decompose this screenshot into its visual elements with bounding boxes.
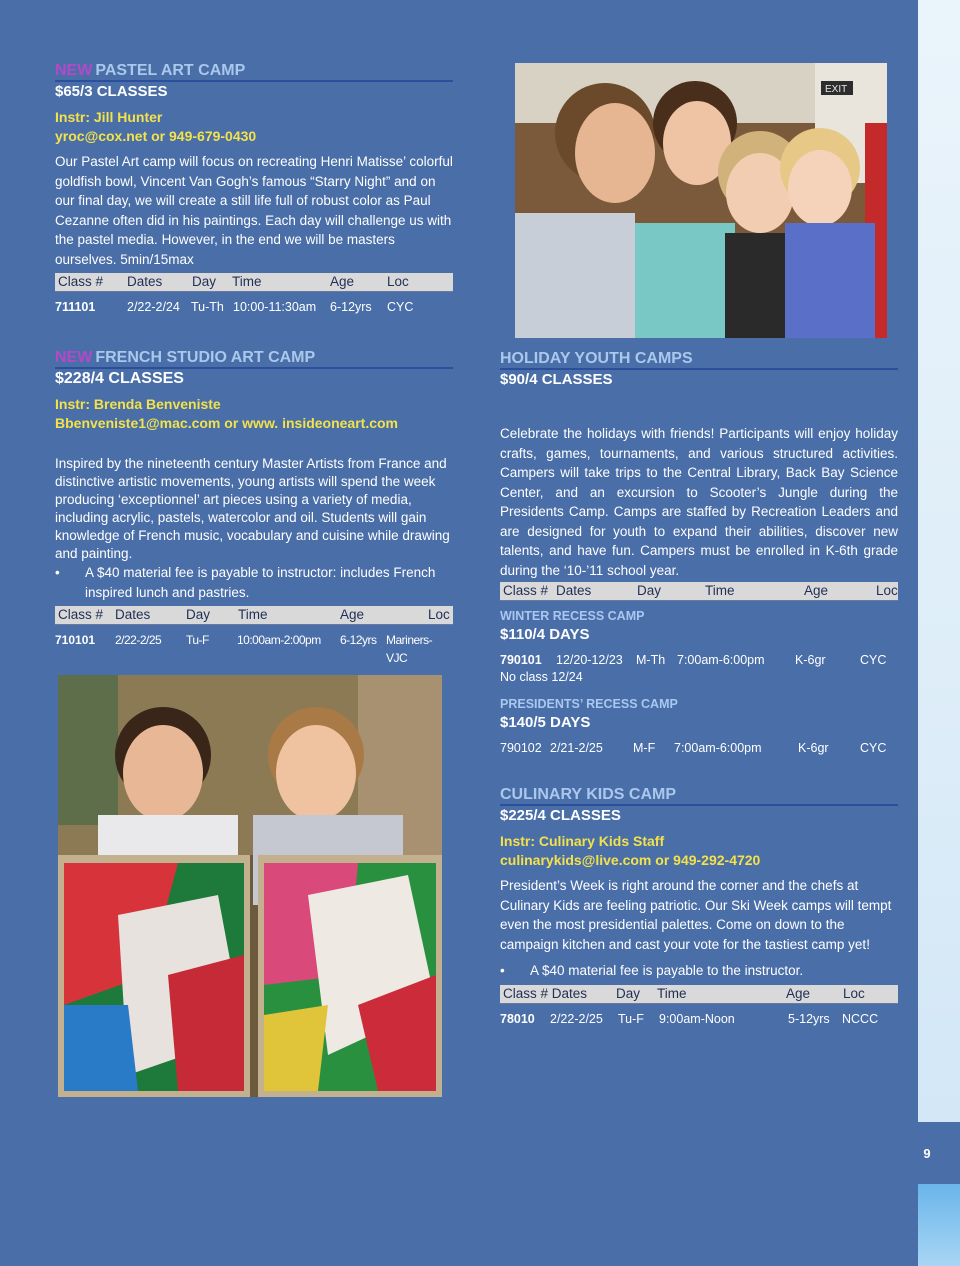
time: 7:00am-6:00pm bbox=[674, 741, 762, 755]
french-description: Inspired by the nineteenth century Master Artists from France and distinctive artistic movements, young artists will spend the week producing ‘exceptionnel’ art pieces using a variety of media, including acrylic, pastels, watercolor and oil. Students will gain knowledge of French music, vocabulary and cuisine while drawing and painting. bbox=[55, 456, 450, 561]
photo-girls-with-paintings bbox=[58, 675, 442, 1097]
pastel-table-header bbox=[55, 273, 453, 292]
french-material-fee: • A $40 material fee is payable to instructor: includes French inspired lunch and pastries. bbox=[55, 565, 436, 600]
photo-four-girls bbox=[515, 63, 887, 338]
time: 10:00am-2:00pm bbox=[237, 633, 321, 647]
new-tag: NEW bbox=[55, 349, 93, 366]
day: Tu-F bbox=[618, 1011, 644, 1026]
culinary-description: President’s Week is right around the corner and the chefs at Culinary Kids are feeling patriotic. Our Ski Week camps will tempt even the most presidential palettes. Come on down to the campaign kitchen and cast your vote for the tastiest camp yet! bbox=[500, 878, 892, 952]
french-instructor: Instr: Brenda Benveniste bbox=[55, 396, 221, 412]
day: Tu-Th bbox=[191, 300, 224, 314]
header-time: Time bbox=[238, 607, 268, 622]
class-number: 710101 bbox=[55, 633, 96, 647]
day: M-F bbox=[633, 741, 656, 755]
exit-sign: EXIT bbox=[825, 84, 848, 95]
header-class: Class # bbox=[58, 274, 104, 289]
header-time: Time bbox=[705, 583, 735, 598]
pastel-price: $65/3 CLASSES bbox=[55, 83, 168, 100]
holiday-price: $90/4 CLASSES bbox=[500, 371, 613, 388]
header-loc: Loc bbox=[876, 583, 898, 598]
header-age: Age bbox=[330, 274, 355, 289]
header-class: Class # bbox=[503, 583, 549, 598]
header-day: Day bbox=[186, 607, 211, 622]
loc: CYC bbox=[387, 300, 414, 314]
class-number: 790101 bbox=[500, 653, 542, 667]
pastel-camp-section bbox=[55, 62, 453, 316]
age: K-6gr bbox=[798, 741, 829, 755]
class-number: 711101 bbox=[55, 300, 96, 314]
header-age: Age bbox=[340, 607, 365, 622]
right-sidebar bbox=[918, 0, 960, 1266]
time: 9:00am-Noon bbox=[659, 1011, 735, 1026]
bullet-dot: • bbox=[500, 963, 505, 978]
holiday-description: Celebrate the holidays with friends! Participants will enjoy holiday crafts, games, tournaments, and various structured activities. Campers will take trips to the Central Library, Back Bay Science Center, and an excursion to Scooter’s Jungle during the Presidents Camp. Camps are staffed by Recreation Leaders and are designed for youth to expand their abilities, discover new talents, and have fun. Campers must be enrolled in K-6th grade during the ‘10-’11 school year. bbox=[500, 426, 898, 578]
age: 6-12yrs bbox=[340, 633, 377, 647]
pastel-contact[interactable]: yroc@cox.net or 949-679-0430 bbox=[55, 128, 257, 144]
header-dates: Dates bbox=[556, 583, 592, 598]
new-tag: NEW bbox=[55, 62, 93, 79]
loc: Mariners-VJC bbox=[386, 633, 433, 665]
header-loc: Loc bbox=[428, 607, 450, 622]
loc: NCCC bbox=[842, 1011, 879, 1026]
bullet-dot: • bbox=[55, 565, 60, 580]
french-price: $228/4 CLASSES bbox=[55, 370, 184, 387]
dates: 2/22-2/25 bbox=[115, 633, 162, 647]
header-dates: Dates bbox=[115, 607, 151, 622]
culinary-instructor: Instr: Culinary Kids Staff bbox=[500, 833, 665, 849]
day: Tu-F bbox=[186, 633, 209, 647]
age: K-6gr bbox=[795, 653, 826, 667]
pastel-description: Our Pastel Art camp will focus on recreating Henri Matisse’ colorful goldfish bowl, Vincent Van Gogh’s famous “Starry Night” and on our final day, we will create a still life full of robust color as Paul Cezanne often did in his paintings. Each day will challenge us with the pastel media. However, in the end we will be masters ourselves. 5min/15max bbox=[55, 154, 453, 267]
presidents-recess-title: PRESIDENTS’ RECESS CAMP bbox=[500, 697, 678, 711]
french-camp-section bbox=[55, 349, 453, 665]
holiday-camp-section bbox=[500, 350, 898, 757]
culinary-table-header bbox=[500, 985, 898, 1004]
pastel-camp-title: NEW PASTEL ART CAMP bbox=[55, 62, 453, 82]
dates: 2/22-2/25 bbox=[550, 1011, 603, 1026]
day: M-Th bbox=[636, 653, 666, 667]
header-time: Time bbox=[232, 274, 262, 289]
header-time: Time bbox=[657, 985, 687, 1001]
culinary-material-fee: • A $40 material fee is payable to the instructor. bbox=[500, 961, 898, 981]
table-row bbox=[55, 298, 453, 316]
culinary-price: $225/4 CLASSES bbox=[500, 807, 621, 824]
french-table-header bbox=[55, 606, 453, 625]
header-day: Day bbox=[616, 985, 641, 1001]
table-row bbox=[55, 631, 453, 665]
header-loc: Loc bbox=[387, 274, 409, 289]
header-day: Day bbox=[637, 583, 662, 598]
french-camp-title: NEW FRENCH STUDIO ART CAMP bbox=[55, 349, 453, 369]
sidebar-gradient bbox=[918, 1184, 960, 1266]
age: 5-12yrs bbox=[788, 1011, 830, 1026]
class-number: 790102 bbox=[500, 741, 542, 755]
loc: CYC bbox=[860, 653, 887, 667]
holiday-camp-title: HOLIDAY YOUTH CAMPS bbox=[500, 350, 898, 370]
time: 7:00am-6:00pm bbox=[677, 653, 765, 667]
culinary-camp-title: CULINARY KIDS CAMP bbox=[500, 786, 898, 806]
header-class: Class # bbox=[58, 607, 104, 622]
header-day: Day bbox=[192, 274, 217, 289]
time: 10:00-11:30am bbox=[233, 300, 317, 314]
header-dates: Dates bbox=[127, 274, 163, 289]
culinary-camp-section bbox=[500, 786, 898, 1028]
class-number: 78010 bbox=[500, 1011, 535, 1026]
header-class-dates: Class # Dates bbox=[503, 985, 588, 1001]
dates: 12/20-12/23 bbox=[556, 653, 623, 667]
winter-price: $110/4 DAYS bbox=[500, 626, 590, 643]
table-row bbox=[500, 739, 898, 757]
presidents-price: $140/5 DAYS bbox=[500, 714, 591, 731]
header-age: Age bbox=[786, 985, 811, 1001]
age: 6-12yrs bbox=[330, 300, 372, 314]
french-contact[interactable]: Bbenveniste1@mac.com or www. insideoneart.com bbox=[55, 415, 399, 431]
winter-note: No class 12/24 bbox=[500, 670, 583, 684]
dates: 2/21-2/25 bbox=[550, 741, 603, 755]
holiday-table-header bbox=[500, 582, 898, 601]
table-row bbox=[500, 1010, 898, 1028]
table-row bbox=[500, 651, 898, 669]
winter-recess-title: WINTER RECESS CAMP bbox=[500, 609, 645, 623]
loc: CYC bbox=[860, 741, 887, 755]
culinary-contact[interactable]: culinarykids@live.com or 949-292-4720 bbox=[500, 852, 761, 868]
header-age: Age bbox=[804, 583, 829, 598]
header-loc: Loc bbox=[843, 985, 865, 1001]
pastel-instructor: Instr: Jill Hunter bbox=[55, 109, 163, 125]
dates: 2/22-2/24 bbox=[127, 300, 180, 314]
page-number: 9 bbox=[923, 1146, 931, 1161]
